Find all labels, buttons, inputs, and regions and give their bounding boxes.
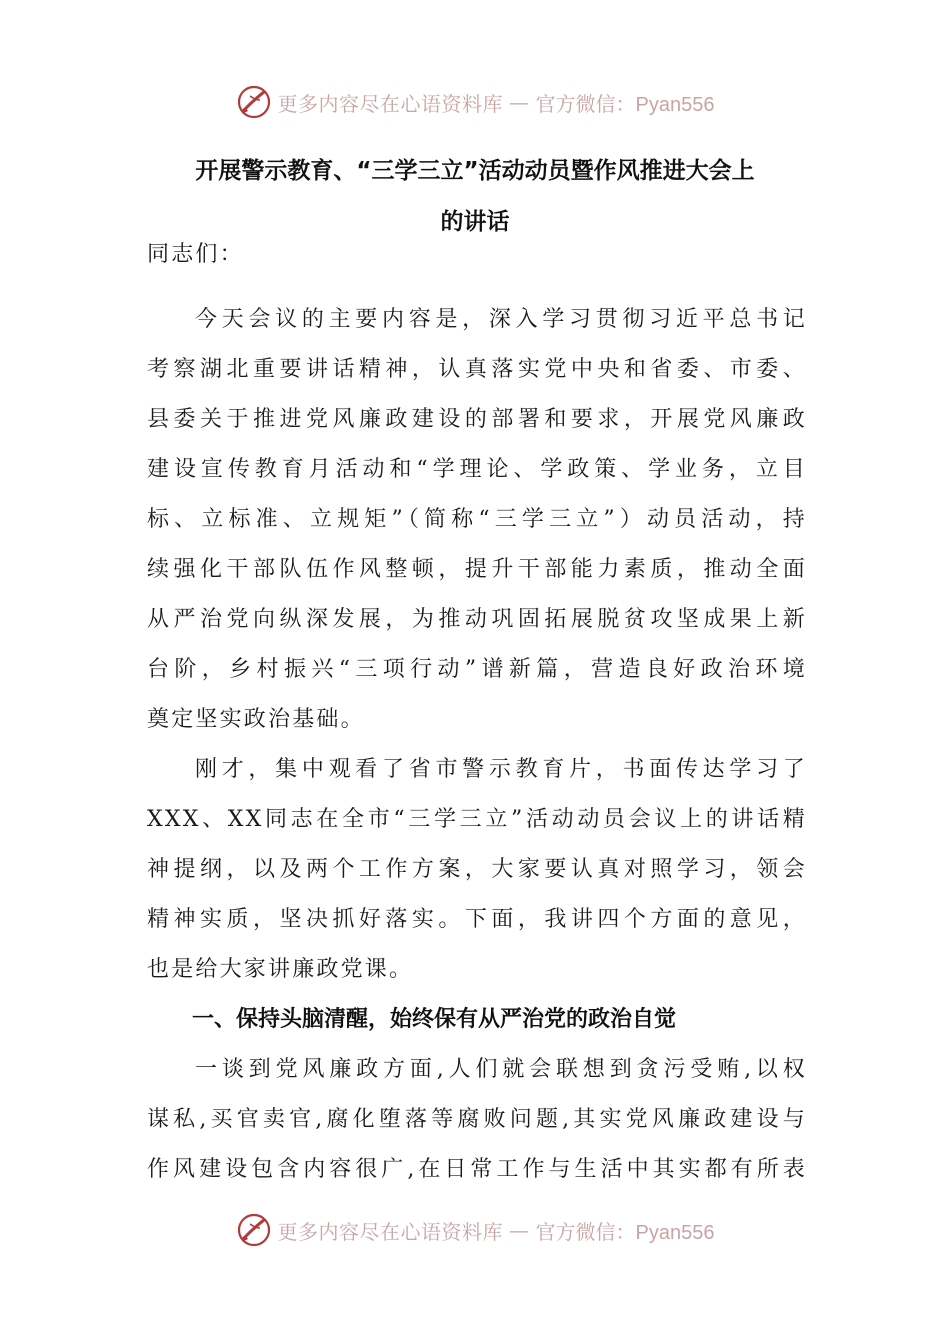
paragraph-2: [147, 745, 807, 995]
paragraph-line: 续强化干部队伍作风整顿，提升干部能力素质，推动全面: [147, 557, 807, 582]
brush-pen-logo-icon: [236, 84, 272, 120]
paragraph-line: 作风建设包含内容很广,在日常工作与生活中其实都有所表: [147, 1157, 807, 1182]
paragraph-1: [147, 295, 807, 745]
salutation: 同志们：: [147, 242, 244, 267]
brand-name: 更多内容尽在心语资料库: [277, 91, 504, 116]
paragraph-line: 也是给大家讲廉政党课。: [147, 957, 414, 982]
brand-name: 更多内容尽在心语资料库: [277, 1219, 504, 1244]
section-1-paragraph: [147, 1045, 807, 1195]
paragraph-line: 精神实质，坚决抓好落实。下面，我讲四个方面的意见，: [147, 907, 807, 932]
paragraph-line: 从严治党向纵深发展，为推动巩固拓展脱贫攻坚成果上新: [147, 607, 807, 632]
paragraph-line: 今天会议的主要内容是，深入学习贯彻习近平总书记: [195, 307, 807, 332]
banner-separator: —: [509, 90, 530, 114]
brush-pen-logo-icon: [236, 1212, 272, 1248]
paragraph-line: 县委关于推进党风廉政建设的部署和要求，开展党风廉政: [147, 407, 807, 432]
wechat-contact: 官方微信：Pyan556: [535, 93, 715, 116]
wechat-contact: 官方微信：Pyan556: [535, 1221, 715, 1244]
paragraph-line: 奠定坚实政治基础。: [147, 707, 365, 732]
paragraph-line: 标、立标准、立规矩”（简称“三学三立”）动员活动，持: [147, 507, 807, 532]
bottom-watermark-banner: [0, 1208, 950, 1252]
paragraph-line: 神提纲，以及两个工作方案，大家要认真对照学习，领会: [147, 857, 807, 882]
banner-separator: —: [509, 1218, 530, 1242]
paragraph-line: 考察湖北重要讲话精神，认真落实党中央和省委、市委、: [147, 357, 807, 382]
paragraph-line: 刚才，集中观看了省市警示教育片，书面传达学习了: [195, 757, 807, 782]
paragraph-line: 一谈到党风廉政方面,人们就会联想到贪污受贿,以权: [195, 1057, 807, 1082]
document-title-line-2: 的讲话: [440, 209, 510, 235]
section-heading-1: 一、保持头脑清醒，始终保有从严治党的政治自觉: [192, 1007, 677, 1032]
paragraph-line: XXX、XX同志在全市“三学三立”活动动员会议上的讲话精: [147, 807, 807, 832]
paragraph-line: 建设宣传教育月活动和“学理论、学政策、学业务，立目: [147, 457, 807, 482]
paragraph-line: 台阶，乡村振兴“三项行动”谱新篇，营造良好政治环境: [147, 657, 807, 682]
top-watermark-banner: [0, 80, 950, 124]
paragraph-line: 谋私,买官卖官,腐化堕落等腐败问题,其实党风廉政建设与: [147, 1107, 807, 1132]
document-title-line-1: 开展警示教育、“三学三立”活动动员暨作风推进大会上: [195, 158, 755, 184]
